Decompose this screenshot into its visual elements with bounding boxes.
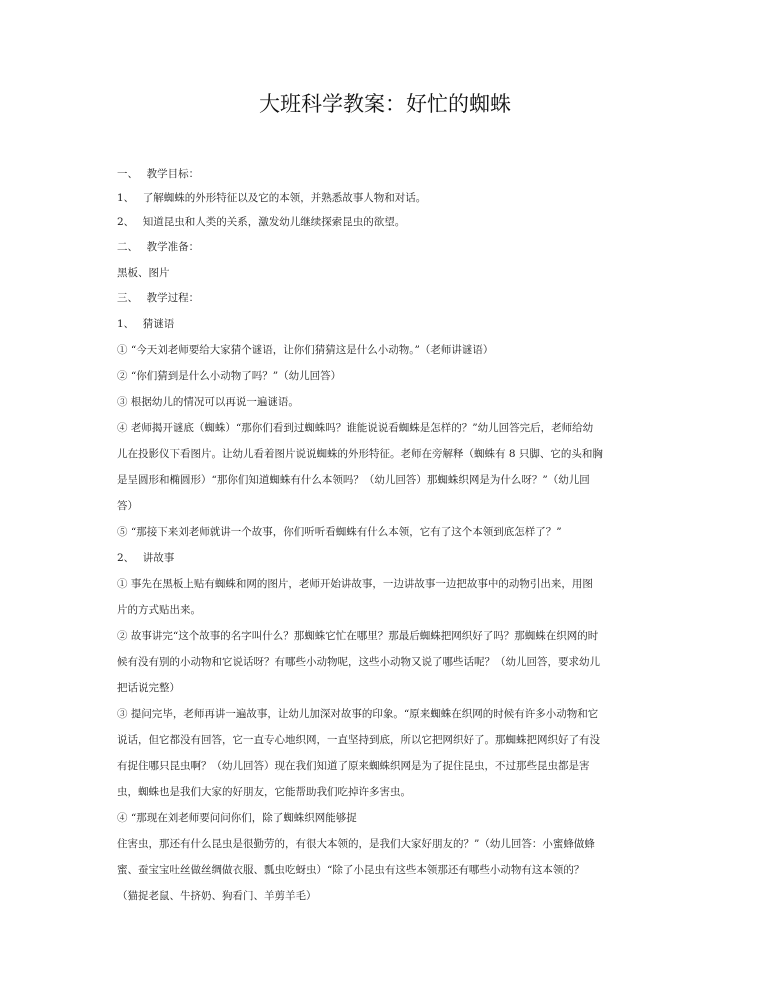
paragraph-line: 三、 教学过程： (117, 292, 200, 304)
paragraph-line: 1、 猜谜语 (117, 318, 175, 330)
paragraph-line: 虫，蜘蛛也是我们大家的好朋友，它能帮助我们吃掉许多害虫。 (117, 786, 411, 798)
paragraph-line: ② 故事讲完“这个故事的名字叫什么？那蜘蛛它忙在哪里？那最后蜘蛛把网织好了吗？那蜘蛛在织网的时 (117, 630, 599, 642)
paragraph-line: ④ 老师揭开谜底（蜘蛛）“那你们看到过蜘蛛吗？谁能说说看蜘蛛是怎样的？”幼儿回答完后，老师给幼 (117, 422, 594, 434)
paragraph-line: （猫捉老鼠、牛挤奶、狗看门、羊剪羊毛） (117, 890, 317, 902)
document-title: 大班科学教案：好忙的蜘蛛 (259, 92, 511, 116)
paragraph-line: 把话说完整） (117, 682, 180, 694)
paragraph-line: 有捉住哪只昆虫啊？（幼儿回答）现在我们知道了原来蜘蛛织网是为了捉住昆虫，不过那些昆虫都是害 (117, 760, 590, 772)
paragraph-line: 1、 了解蜘蛛的外形特征以及它的本领，并熟悉故事人物和对话。 (117, 192, 427, 204)
paragraph-line: 2、 知道昆虫和人类的关系，激发幼儿继续探索昆虫的欲望。 (117, 216, 406, 228)
paragraph-line: ② “你们猜到是什么小动物了吗？”（幼儿回答） (117, 370, 342, 382)
paragraph-line: 二、 教学准备： (117, 241, 200, 253)
paragraph-line: 是呈圆形和椭圆形）“那你们知道蜘蛛有什么本领吗？（幼儿回答）那蜘蛛织网是为什么呀？”（幼儿回 (117, 474, 590, 486)
paragraph-line: 住害虫，那还有什么昆虫是很勤劳的，有很大本领的，是我们大家好朋友的？”（幼儿回答：小蜜蜂做蜂 (117, 838, 595, 850)
paragraph-line: ③ 提问完毕，老师再讲一遍故事，让幼儿加深对故事的印象。“原来蜘蛛在织网的时候有许多小动物和它 (117, 708, 599, 720)
paragraph-line: 蜜、蚕宝宝吐丝做丝绸做衣服、瓢虫吃蚜虫）“除了小昆虫有这些本领那还有哪些小动物有这本领的？ (117, 864, 585, 876)
paragraph-line: ③ 根据幼儿的情况可以再说一遍谜语。 (117, 396, 299, 408)
paragraph-line: 2、 讲故事 (117, 552, 175, 564)
paragraph-line: 答） (117, 500, 138, 512)
paragraph-line: ⑤ “那接下来刘老师就讲一个故事，你们听听看蜘蛛有什么本领，它有了这个本领到底怎样了？” (117, 526, 562, 538)
paragraph-line: ① “今天刘老师要给大家猜个谜语，让你们猜猜这是什么小动物。”（老师讲谜语） (117, 344, 494, 356)
paragraph-line: ① 事先在黑板上贴有蜘蛛和网的图片，老师开始讲故事，一边讲故事一边把故事中的动物引出来，用图 (117, 578, 593, 590)
paragraph-line: 说话，但它都没有回答，它一直专心地织网，一直坚持到底，所以它把网织好了。那蜘蛛把网织好了有没 (117, 734, 600, 746)
paragraph-line: ④ “那现在刘老师要问问你们，除了蜘蛛织网能够捉 (117, 812, 357, 824)
paragraph-line: 片的方式贴出来。 (117, 604, 201, 616)
paragraph-line: 候有没有别的小动物和它说话呀？有哪些小动物呢，这些小动物又说了哪些话呢？（幼儿回答，要求幼儿 (117, 656, 600, 668)
paragraph-line: 儿在投影仪下看图片。让幼儿看着图片说说蜘蛛的外形特征。老师在旁解释（蜘蛛有 8 只脚、它的头和胸 (117, 448, 603, 460)
paragraph-line: 一、 教学目标： (117, 168, 200, 180)
paragraph-line: 黑板、图片 (117, 267, 170, 279)
